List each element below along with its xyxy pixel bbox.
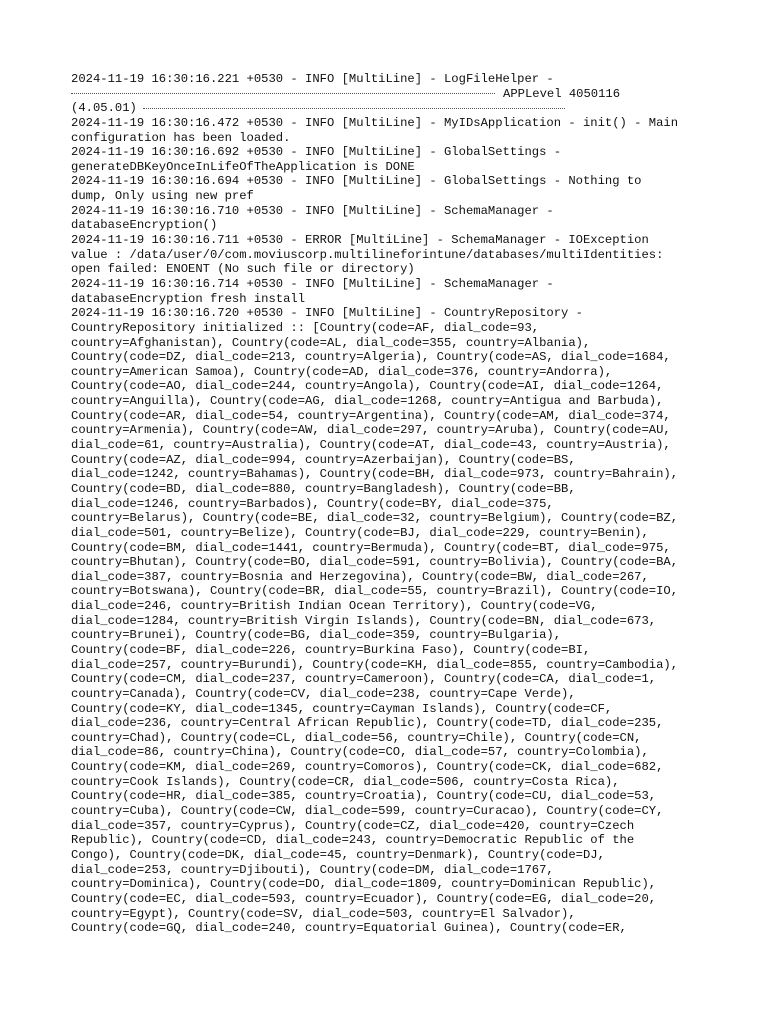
separator-dashes	[143, 108, 565, 109]
log-line: dial_code=257, country=Burundi), Country(code=KH, dial_code=855, country=Cambodia),	[71, 657, 679, 672]
log-line: country=Canada), Country(code=CV, dial_code=238, country=Cape Verde),	[71, 686, 576, 701]
log-line: dial_code=61, country=Australia), Country(code=AT, dial_code=43, country=Austria),	[71, 438, 671, 453]
log-line: Country(code=DZ, dial_code=213, country=Algeria), Country(code=AS, dial_code=1684,	[71, 350, 671, 365]
log-line: country=American Samoa), Country(code=AD, dial_code=376, country=Andorra),	[71, 364, 613, 379]
log-line: dial_code=1284, country=British Virgin Islands), Country(code=BN, dial_code=673,	[71, 613, 657, 628]
log-line: country=Afghanistan), Country(code=AL, dial_code=355, country=Albania),	[71, 335, 591, 350]
log-line: Country(code=AZ, dial_code=994, country=Azerbaijan), Country(code=BS,	[71, 452, 576, 467]
log-line: Country(code=KY, dial_code=1345, country=Cayman Islands), Country(code=CF,	[71, 701, 613, 716]
log-line: country=Egypt), Country(code=SV, dial_code=503, country=El Salvador),	[71, 906, 576, 921]
log-line: country=Cuba), Country(code=CW, dial_code=599, country=Curacao), Country(code=CY,	[71, 804, 664, 819]
log-line: country=Anguilla), Country(code=AG, dial_code=1268, country=Antigua and Barbuda),	[71, 394, 664, 409]
log-line: Country(code=CM, dial_code=237, country=Cameroon), Country(code=CA, dial_code=1,	[71, 672, 657, 687]
log-line	[71, 965, 711, 980]
log-line	[71, 936, 711, 951]
log-line: 2024-11-19 16:30:16.711 +0530 - ERROR [MultiLine] - SchemaManager - IOException	[71, 233, 649, 248]
log-line: country=Botswana), Country(code=BR, dial_code=55, country=Brazil), Country(code=IO,	[71, 584, 679, 599]
log-line: 2024-11-19 16:30:16.221 +0530 - INFO [MultiLine] - LogFileHelper -	[71, 72, 554, 86]
log-line: databaseEncryption fresh install	[71, 291, 306, 306]
log-line: value : /data/user/0/com.moviuscorp.multilineforintune/databases/multiIdentities:	[71, 247, 664, 262]
log-line: dial_code=253, country=Djibouti), Country(code=DM, dial_code=1767,	[71, 862, 554, 877]
log-line: dial_code=387, country=Bosnia and Herzegovina), Country(code=BW, dial_code=267,	[71, 569, 649, 584]
log-line: dial_code=1246, country=Barbados), Country(code=BY, dial_code=375,	[71, 496, 554, 511]
log-line: Country(code=BD, dial_code=880, country=Bangladesh), Country(code=BB,	[71, 481, 576, 496]
log-line: Country(code=KM, dial_code=269, country=Comoros), Country(code=CK, dial_code=682,	[71, 760, 664, 775]
log-line: open failed: ENOENT (No such file or directory)	[71, 262, 415, 277]
log-line: 2024-11-19 16:30:16.694 +0530 - INFO [MultiLine] - GlobalSettings - Nothing to	[71, 174, 642, 189]
log-document	[71, 72, 711, 980]
log-line: CountryRepository initialized :: [Country(code=AF, dial_code=93,	[71, 320, 540, 335]
log-line	[71, 101, 711, 116]
log-line: country=Dominica), Country(code=DO, dial_code=1809, country=Dominican Republic),	[71, 877, 657, 892]
log-line: Country(code=AR, dial_code=54, country=Argentina), Country(code=AM, dial_code=374,	[71, 408, 671, 423]
log-line: configuration has been loaded.	[71, 130, 291, 145]
log-line: Republic), Country(code=CD, dial_code=243, country=Democratic Republic of the	[71, 833, 635, 848]
log-line	[71, 87, 711, 102]
log-line: dial_code=357, country=Cyprus), Country(code=CZ, dial_code=420, country=Czech	[71, 818, 635, 833]
log-line: 2024-11-19 16:30:16.692 +0530 - INFO [MultiLine] - GlobalSettings -	[71, 145, 562, 160]
log-line: dial_code=246, country=British Indian Ocean Territory), Country(code=VG,	[71, 599, 598, 614]
log-line: databaseEncryption()	[71, 218, 218, 233]
log-line: Country(code=EC, dial_code=593, country=Ecuador), Country(code=EG, dial_code=20,	[71, 891, 657, 906]
app-level-text: APPLevel 4050116	[503, 86, 621, 101]
log-line: dial_code=86, country=China), Country(code=CO, dial_code=57, country=Colombia),	[71, 745, 649, 760]
log-line: country=Brunei), Country(code=BG, dial_code=359, country=Bulgaria),	[71, 628, 562, 643]
log-line: Country(code=HR, dial_code=385, country=Croatia), Country(code=CU, dial_code=53,	[71, 789, 657, 804]
log-line: dump, Only using new pref	[71, 189, 254, 204]
separator-dashes	[71, 93, 495, 94]
log-line: country=Belarus), Country(code=BE, dial_code=32, country=Belgium), Country(code=BZ,	[71, 511, 679, 526]
log-line: Country(code=BF, dial_code=226, country=Burkina Faso), Country(code=BI,	[71, 642, 591, 657]
log-line	[71, 950, 711, 965]
log-line: 2024-11-19 16:30:16.472 +0530 - INFO [MultiLine] - MyIDsApplication - init() - Main	[71, 115, 679, 130]
version-text: (4.05.01)	[71, 101, 137, 116]
log-line: country=Chad), Country(code=CL, dial_code=56, country=Chile), Country(code=CN,	[71, 730, 642, 745]
log-line: Country(code=BM, dial_code=1441, country=Bermuda), Country(code=BT, dial_code=975,	[71, 540, 671, 555]
log-line: country=Cook Islands), Country(code=CR, dial_code=506, country=Costa Rica),	[71, 774, 620, 789]
log-line: Country(code=AO, dial_code=244, country=Angola), Country(code=AI, dial_code=1264,	[71, 379, 664, 394]
log-line: 2024-11-19 16:30:16.710 +0530 - INFO [MultiLine] - SchemaManager -	[71, 203, 554, 218]
log-line: country=Armenia), Country(code=AW, dial_code=297, country=Aruba), Country(code=AU,	[71, 423, 671, 438]
log-line: Country(code=GQ, dial_code=240, country=Equatorial Guinea), Country(code=ER,	[71, 921, 627, 936]
log-line: dial_code=501, country=Belize), Country(code=BJ, dial_code=229, country=Benin),	[71, 525, 649, 540]
log-line: dial_code=236, country=Central African Republic), Country(code=TD, dial_code=235,	[71, 716, 664, 731]
log-line: dial_code=1242, country=Bahamas), Country(code=BH, dial_code=973, country=Bahrain),	[71, 467, 679, 482]
log-line: Congo), Country(code=DK, dial_code=45, country=Denmark), Country(code=DJ,	[71, 847, 605, 862]
log-line: 2024-11-19 16:30:16.714 +0530 - INFO [MultiLine] - SchemaManager -	[71, 276, 554, 291]
log-line: 2024-11-19 16:30:16.720 +0530 - INFO [MultiLine] - CountryRepository -	[71, 306, 583, 321]
log-line: generateDBKeyOnceInLifeOfTheApplication is DONE	[71, 159, 415, 174]
log-line: country=Bhutan), Country(code=BO, dial_code=591, country=Bolivia), Country(code=BA,	[71, 555, 679, 570]
